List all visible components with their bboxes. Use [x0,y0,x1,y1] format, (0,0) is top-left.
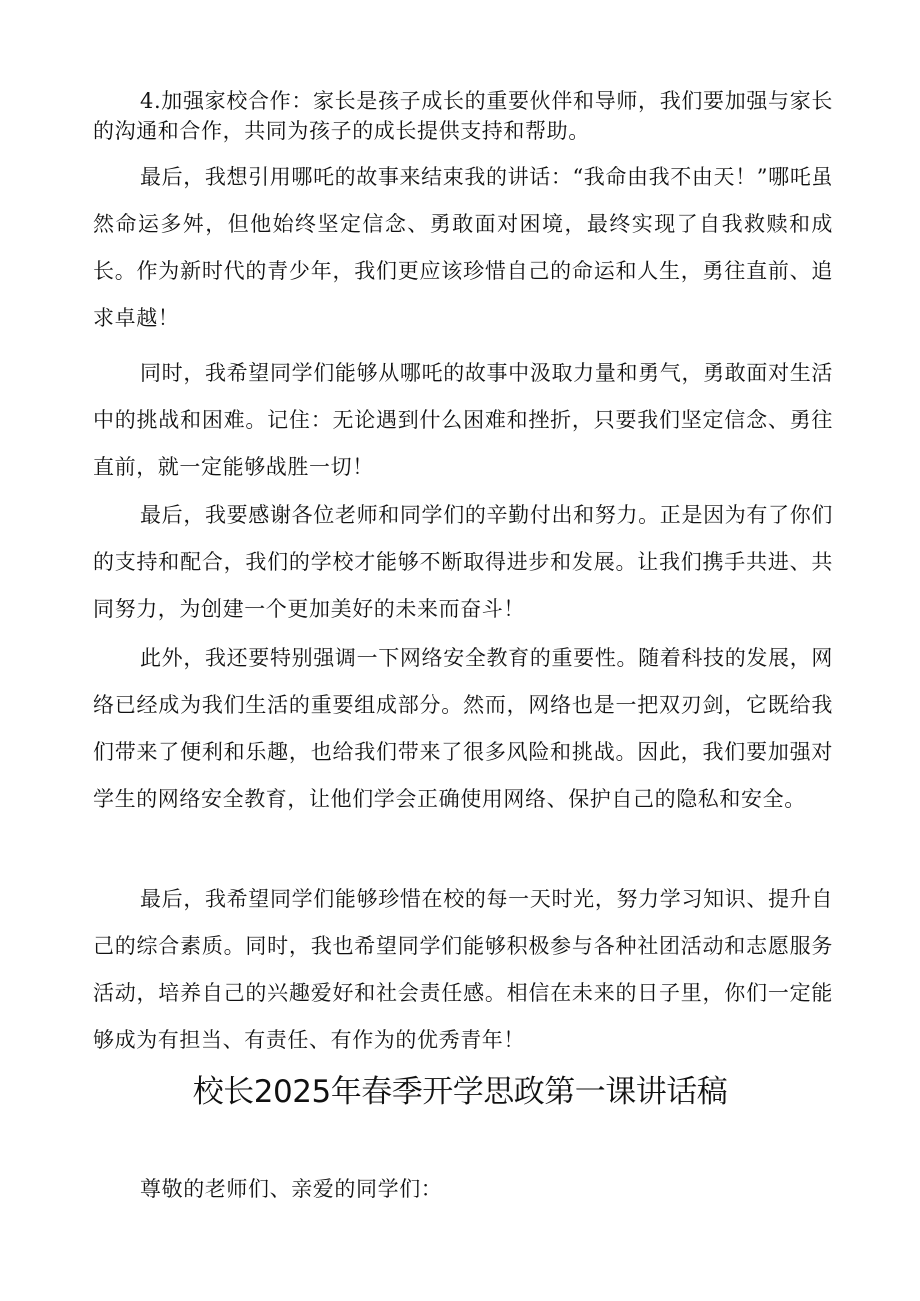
paragraph-nezha-quote: 最后，我想引用哪吒的故事来结束我的讲话：“我命由我不由天！”哪吒虽然命运多舛，但他始终坚定信念、勇敢面对困境，最终实现了自我救赎和成长。作为新时代的青少年，我们更应该珍惜自己的命运和人生，勇往直前、追求卓越！ [93,165,833,330]
paragraph-courage: 同时，我希望同学们能够从哪吒的故事中汲取力量和勇气，勇敢面对生活中的挑战和困难。记住：无论遇到什么困难和挫折，只要我们坚定信念、勇往直前，就一定能够战胜一切！ [93,361,833,479]
speech-title: 校长2025年春季开学思政第一课讲话稿 [192,1074,728,1110]
salutation: 尊敬的老师们、亲爱的同学们： [140,1177,443,1201]
paragraph-closing-hopes: 最后，我希望同学们能够珍惜在校的每一天时光，努力学习知识、提升自己的综合素质。同时，我也希望同学们能够积极参与各种社团活动和志愿服务活动，培养自己的兴趣爱好和社会责任感。相信在未来的日子里，你们一定能够成为有担当、有责任、有作为的优秀青年！ [93,887,833,1052]
paragraph-thanks: 最后，我要感谢各位老师和同学们的辛勤付出和努力。正是因为有了你们的支持和配合，我们的学校才能够不断取得进步和发展。让我们携手共进、共同努力，为创建一个更加美好的未来而奋斗！ [93,503,833,621]
paragraph-network-safety: 此外，我还要特别强调一下网络安全教育的重要性。随着科技的发展，网络已经成为我们生活的重要组成部分。然而，网络也是一把双刃剑，它既给我们带来了便利和乐趣，也给我们带来了很多风险和挑战。因此，我们要加强对学生的网络安全教育，让他们学会正确使用网络、保护自己的隐私和安全。 [93,646,833,811]
paragraph-home-school-cooperation: 4.加强家校合作：家长是孩子成长的重要伙伴和导师，我们要加强与家长的沟通和合作，共同为孩子的成长提供支持和帮助。 [93,89,833,143]
